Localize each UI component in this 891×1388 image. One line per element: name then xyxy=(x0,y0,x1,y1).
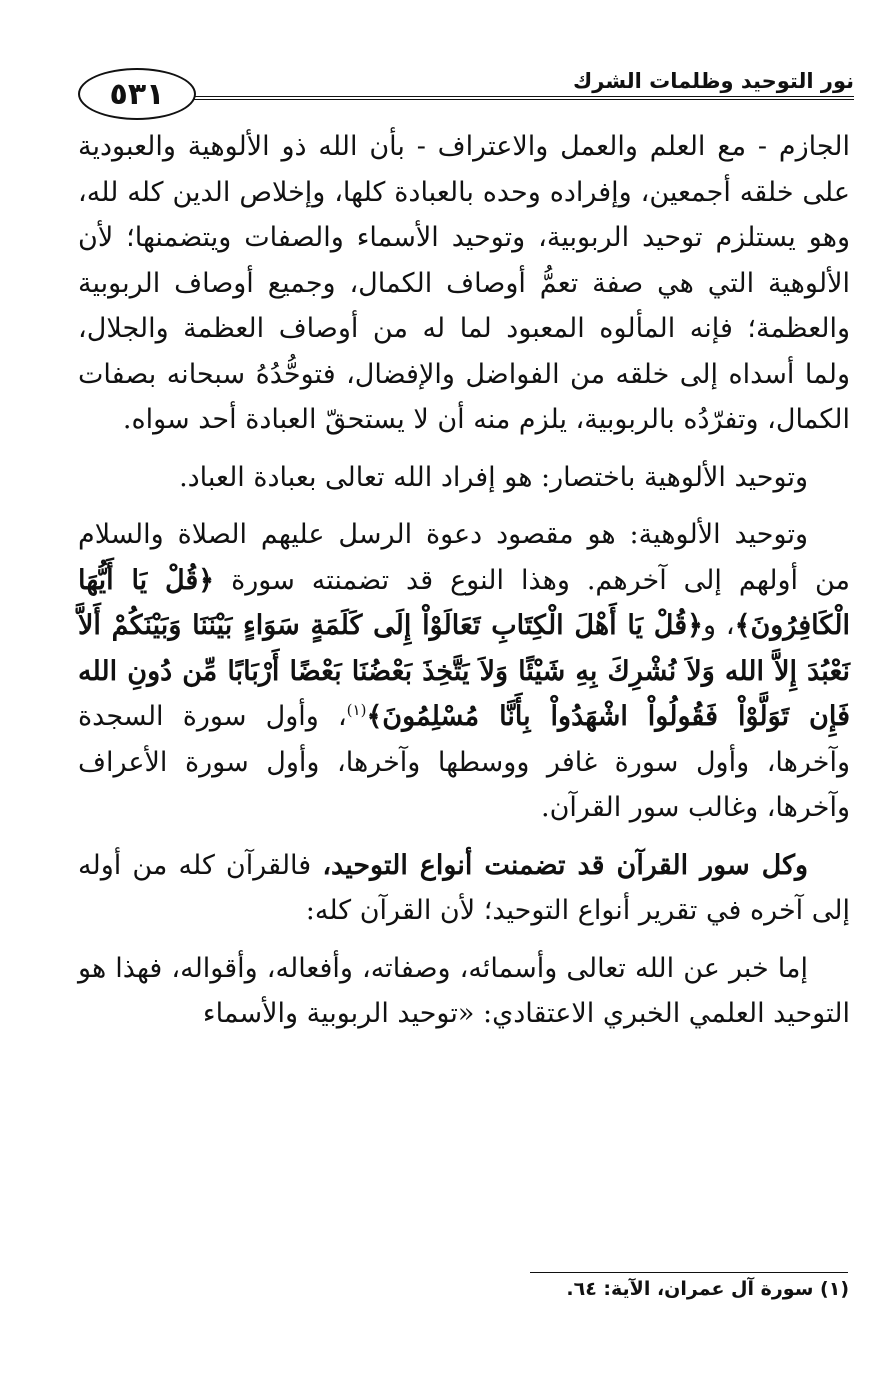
paragraph-text: ، وأول سورة السجدة وآخرها، وأول سورة غافر ووسطها وآخرها، وأول سورة الأعراف وآخرها، وغالب سور القرآن. xyxy=(78,701,850,823)
paragraph xyxy=(78,512,850,831)
emphasis-text: وكل سور القرآن قد تضمنت أنواع التوحيد، xyxy=(322,849,808,881)
paragraph-text: ، و xyxy=(702,610,735,641)
main-text xyxy=(78,124,850,1037)
paragraph xyxy=(78,843,850,934)
page-header xyxy=(78,64,854,124)
page-number: ٥٣١ xyxy=(78,68,196,120)
paragraph: وتوحيد الألوهية باختصار: هو إفراد الله تعالى بعبادة العباد. xyxy=(179,461,808,493)
quran-verse: ﴿قُلْ يَا أَيُّهَا الْكَافِرُونَ﴾ xyxy=(78,564,850,641)
footnote-rule xyxy=(530,1272,848,1273)
header-rule xyxy=(194,96,854,100)
paragraph: الجازم - مع العلم والعمل والاعتراف - بأن الله ذو الألوهية والعبودية على خلقه أجمعين، وإفراده وحده بالعبادة كلها، وإخلاص الدين كله لله، وهو يستلزم توحيد الربوبية، وتوحيد الأسماء والصفات ويتضمنها؛ لأن الألوهية التي هي صفة تعمُّ أوصاف الكمال، وجميع أوصاف الربوبية والعظمة؛ فإنه المألوه المعبود لما له من أوصاف العظمة والجلال، ولما أسداه إلى خلقه من الفواضل والإفضال، فتوحُّدُهُ سبحانه بصفات الكمال، وتفرّدُه بالربوبية، يلزم منه أن لا يستحقّ العبادة أحد سواه. xyxy=(78,131,850,435)
paragraph-text: فالقرآن كله من أوله إلى آخره في تقرير أنواع التوحيد؛ لأن القرآن كله: xyxy=(78,849,850,926)
paragraph: إما خبر عن الله تعالى وأسمائه، وصفاته، وأفعاله، وأقواله، فهذا هو التوحيد العلمي الخبري الاعتقادي: «توحيد الربوبية والأسماء xyxy=(78,952,850,1029)
running-title: نور التوحيد وظلمات الشرك xyxy=(567,68,854,94)
paragraph-lead: وتوحيد الألوهية: هو مقصود دعوة الرسل عليهم الصلاة والسلام من أولهم إلى آخرهم. وهذا النوع قد تضمنته سورة xyxy=(78,519,850,596)
footnote: (١) سورة آل عمران، الآية: ٦٤. xyxy=(566,1278,849,1300)
footnote-reference: (١) xyxy=(346,701,367,719)
quran-verse: ﴿قُلْ يَا أَهْلَ الْكِتَابِ تَعَالَوْاْ إِلَى كَلَمَةٍ سَوَاءٍ بَيْنَنَا وَبَيْنَكُمْ أَلاَّ نَعْبُدَ إِلاَّ الله وَلاَ نُشْرِكَ بِهِ شَيْئًا وَلاَ يَتَّخِذَ بَعْضُنَا بَعْضًا أَرْبَابًا مِّن دُونِ الله فَإِن تَوَلَّوْاْ فَقُولُواْ اشْهَدُواْ بِأَنَّا مُسْلِمُونَ﴾ xyxy=(78,610,851,732)
